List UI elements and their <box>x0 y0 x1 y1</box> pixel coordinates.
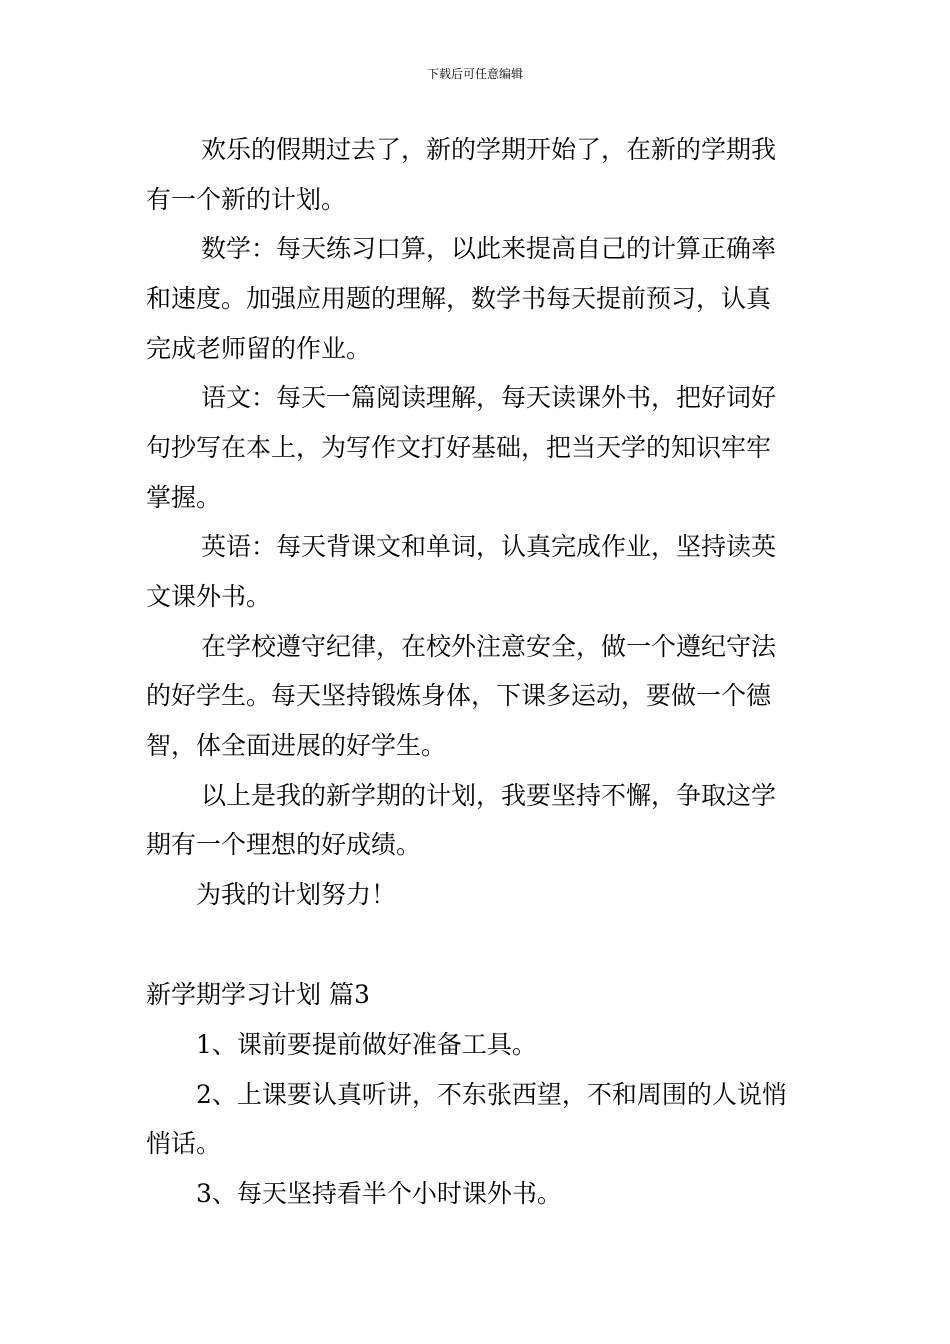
body-line: 以上是我的新学期的计划，我要坚持不懈，争取这学 <box>201 781 777 810</box>
body-line: 智，体全面进展的好学生。 <box>146 731 447 760</box>
body-line: 数学：每天练习口算，以此来提高自己的计算正确率 <box>201 234 777 263</box>
body-line: 掌握。 <box>146 483 222 512</box>
body-line: 的好学生。每天坚持锻炼身体，下课多运动，要做一个德 <box>146 681 772 710</box>
list-item: 悄话。 <box>146 1129 222 1158</box>
body-line: 句抄写在本上，为写作文打好基础，把当天学的知识牢牢 <box>146 433 772 462</box>
body-line: 文课外书。 <box>146 582 272 611</box>
body-line: 语文：每天一篇阅读理解，每天读课外书，把好词好 <box>201 383 777 412</box>
body-line: 为我的计划努力！ <box>196 880 397 909</box>
body-line: 英语：每天背课文和单词，认真完成作业，坚持读英 <box>201 532 777 561</box>
body-line: 期有一个理想的好成绩。 <box>146 830 422 859</box>
list-item: 1、课前要提前做好准备工具。 <box>196 1030 537 1059</box>
body-line: 在学校遵守纪律，在校外注意安全，做一个遵纪守法 <box>201 632 777 661</box>
body-line: 和速度。加强应用题的理解，数学书每天提前预习，认真 <box>146 284 772 313</box>
list-item: 3、每天坚持看半个小时课外书。 <box>196 1179 562 1208</box>
body-line: 有一个新的计划。 <box>146 185 347 214</box>
list-item: 2、上课要认真听讲，不东张西望，不和周围的人说悄 <box>196 1080 787 1109</box>
body-line: 完成老师留的作业。 <box>146 334 372 363</box>
header-note: 下载后可任意编辑 <box>426 67 523 81</box>
section-heading: 新学期学习计划 篇3 <box>146 980 370 1009</box>
body-line: 欢乐的假期过去了，新的学期开始了，在新的学期我 <box>201 135 777 164</box>
